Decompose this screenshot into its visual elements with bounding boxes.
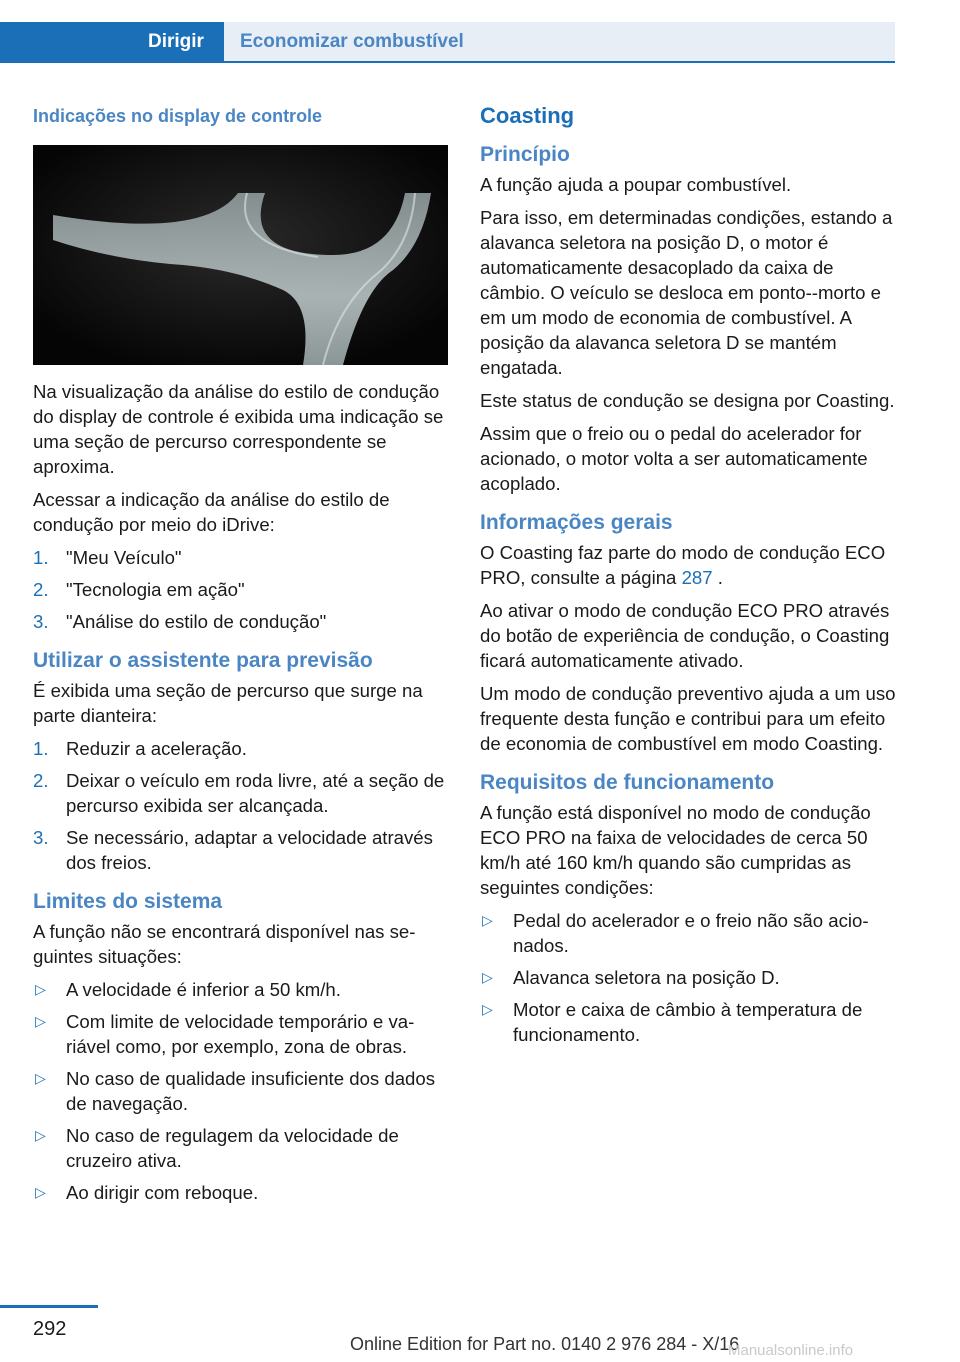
assistant-heading: Utilizar o assistente para previsão: [33, 649, 373, 672]
bullet-triangle-icon: ▷: [35, 1184, 46, 1200]
bullet-triangle-icon: ▷: [35, 981, 46, 997]
bullet-triangle-icon: ▷: [482, 969, 493, 985]
list-item: ▷ No caso de qualidade insuficiente dos dados de navegação.: [35, 1068, 436, 1114]
principle-paragraph-1: A função ajuda a poupar combustível.: [480, 174, 792, 195]
list-item: ▷ Pedal do acelerador e o freio não são acionados.: [482, 910, 869, 956]
list-item: 1. Reduzir a aceleração.: [33, 738, 247, 759]
principle-paragraph-3: Este status de condução se designa por Coasting.: [480, 390, 895, 411]
list-item: ▷ A velocidade é inferior a 50 km/h.: [35, 979, 341, 1000]
tab-dirigir[interactable]: Dirigir: [0, 22, 224, 62]
list-item: 2. "Tecnologia em ação": [33, 579, 245, 600]
bullet-triangle-icon: ▷: [35, 1013, 46, 1029]
left-column: [33, 100, 448, 1215]
list-item: 3. Se necessário, adaptar a velocidade através dos freios.: [33, 827, 433, 873]
header-divider: [0, 61, 895, 63]
road-preview-image: [33, 145, 448, 365]
tab-economizar-combustivel[interactable]: Economizar combustível: [224, 22, 895, 62]
list-item: ▷ Com limite de velocidade temporário e variável como, por exemplo, zona de obras.: [35, 1011, 415, 1057]
idrive-steps-list: [33, 545, 448, 634]
coasting-title: Coasting: [480, 103, 575, 128]
list-item: ▷ No caso de regulagem da velocidade de cruzeiro ativa.: [35, 1125, 399, 1171]
page-number: 292: [33, 1318, 67, 1340]
watermark: Manualsonline.info: [728, 1342, 854, 1359]
general-info-heading: Informações gerais: [480, 511, 673, 534]
list-item: 3. "Análise do estilo de condução": [33, 611, 327, 632]
requirements-heading: Requisitos de funcionamento: [480, 771, 775, 794]
general-paragraph-1: O Coasting faz parte do modo de condução ECO PRO, consulte a página 287 .: [480, 542, 886, 588]
intro-paragraph: Na visualização da análise do estilo de condução do display de controle é exibida uma indicação se uma seção de percurso correspondente se aproxima.: [33, 381, 444, 477]
bullet-triangle-icon: ▷: [482, 912, 493, 928]
bullet-triangle-icon: ▷: [35, 1070, 46, 1086]
page-header: [0, 0, 895, 64]
assistant-paragraph: É exibida uma seção de percurso que surge na parte dianteira:: [33, 680, 423, 726]
list-item: 2. Deixar o veículo em roda livre, até a seção de percurso exibida ser alcançada.: [33, 770, 445, 816]
general-paragraph-2: Ao ativar o modo de condução ECO PRO através do botão de experiência de condução, o Coasting ficará automaticamente ativado.: [480, 600, 890, 671]
general-paragraph-3: Um modo de condução preventivo ajuda a um uso frequente desta função e contribui para um efeito de economia de combustível em modo Coasting.: [480, 683, 896, 754]
system-limits-paragraph: A função não se encontrará disponível nas seguintes situações:: [33, 921, 416, 967]
list-item: ▷ Ao dirigir com reboque.: [35, 1182, 259, 1203]
list-item: ▷ Motor e caixa de câmbio à temperatura de funcionamento.: [482, 999, 863, 1045]
principle-paragraph-4: Assim que o freio ou o pedal do acelerador for acionado, o motor volta a ser automaticamente acoplado.: [480, 423, 868, 494]
footer-divider: [0, 1305, 98, 1308]
list-item: 1. "Meu Veículo": [33, 547, 182, 568]
requirements-paragraph: A função está disponível no modo de condução ECO PRO na faixa de velocidades de cerca 50 km/h até 160 km/h quando são cumpridas as seguintes condições:: [480, 802, 871, 898]
bullet-triangle-icon: ▷: [35, 1127, 46, 1143]
assistant-steps-list: [33, 736, 448, 875]
principle-heading: Princípio: [480, 143, 570, 166]
idrive-access-text: Acessar a indicação da análise do estilo de condução por meio do iDrive:: [33, 489, 390, 535]
system-limits-heading: Limites do sistema: [33, 890, 223, 913]
bullet-triangle-icon: ▷: [482, 1001, 493, 1017]
principle-paragraph-2: Para isso, em determinadas condições, estando a alavanca seletora na posição D, o motor é automaticamente desacoplado da caixa de câmbio. O veículo se desloca em ponto--morto e em um modo de economia de combustível. A posição da alavanca seletora D se mantém engatada.: [480, 207, 893, 378]
system-limits-list: [33, 977, 448, 1205]
edition-info: Online Edition for Part no. 0140 2 976 284 - X/16: [350, 1334, 740, 1354]
page-reference-link[interactable]: 287: [681, 567, 713, 588]
display-indication-heading: Indicações no display de controle: [33, 106, 323, 126]
list-item: ▷ Alavanca seletora na posição D.: [482, 967, 780, 988]
right-column: [480, 100, 900, 1057]
requirements-list: [480, 908, 900, 1047]
